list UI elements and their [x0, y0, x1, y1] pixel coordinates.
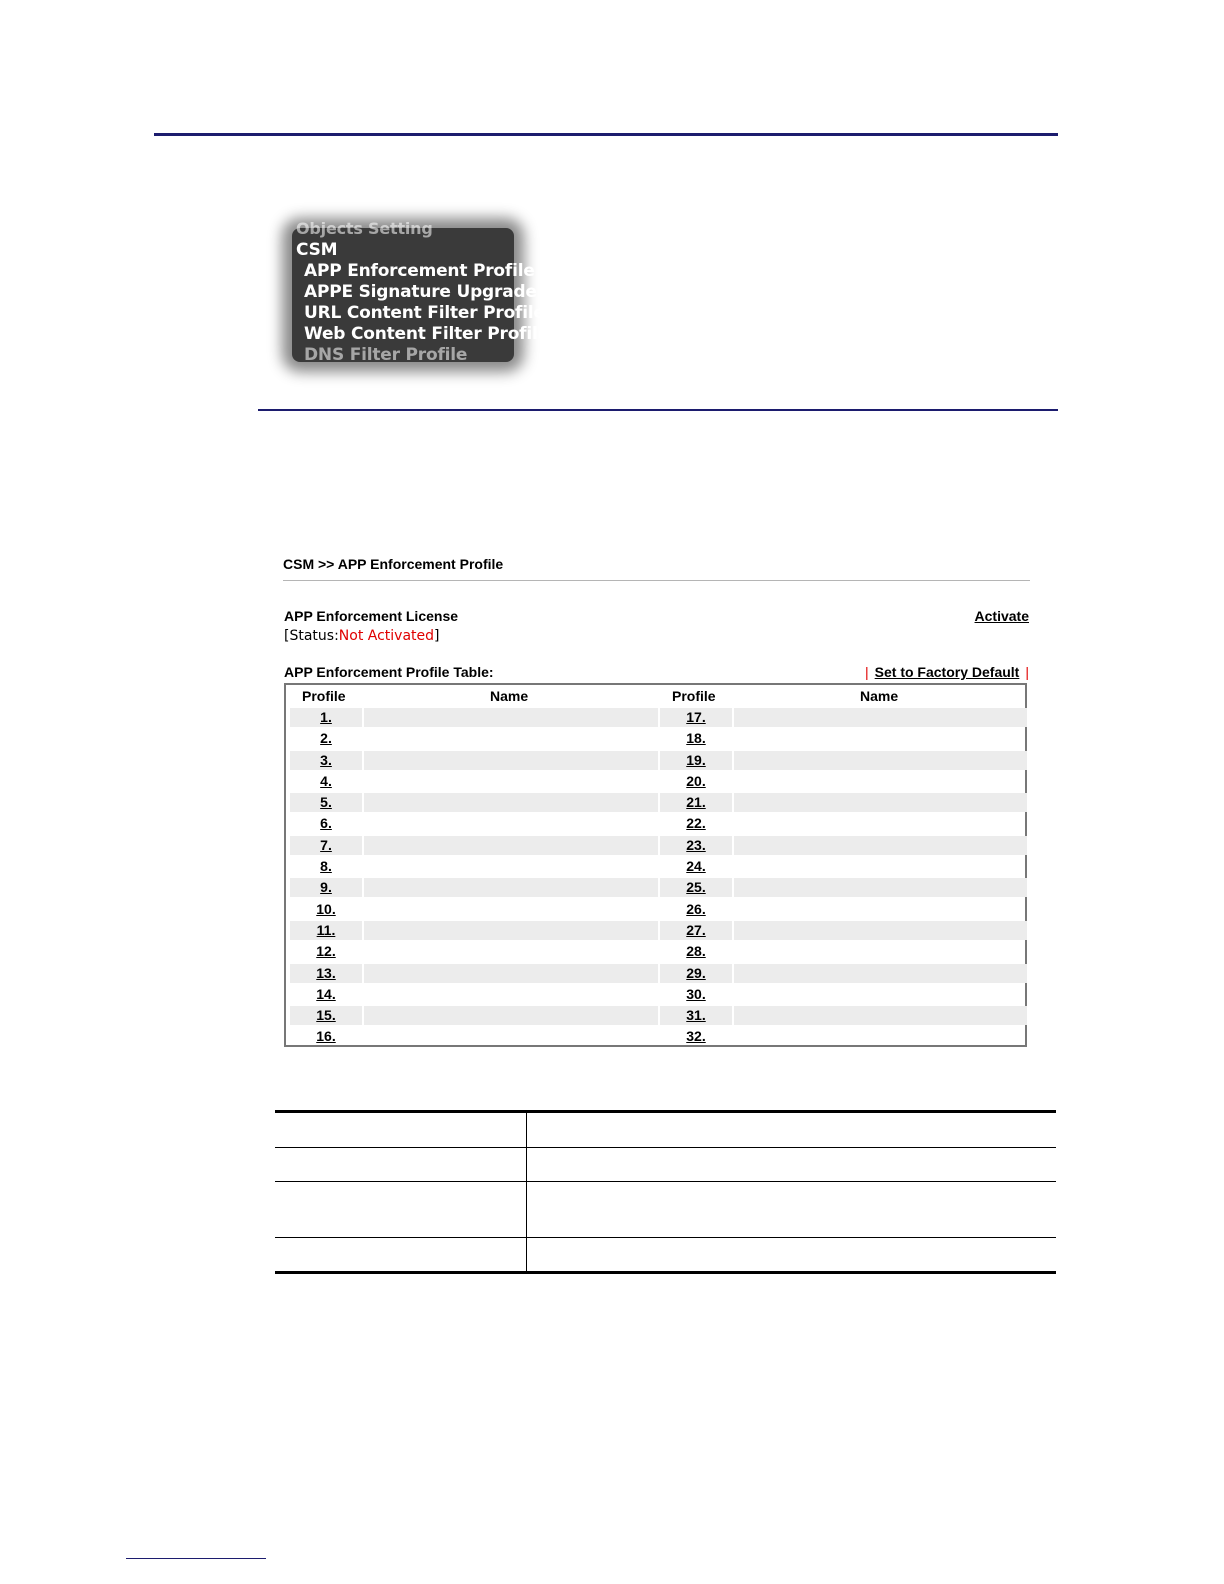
header-name-right: Name [860, 688, 899, 704]
csm-menu-snapshot [284, 218, 549, 370]
profile-link[interactable]: 9. [290, 878, 362, 897]
table-row [290, 857, 1027, 878]
profile-name-cell [734, 985, 1027, 1004]
profile-link[interactable]: 27. [660, 921, 732, 940]
table-header [286, 688, 1025, 708]
table-row [290, 772, 1027, 793]
license-status [284, 628, 440, 644]
profile-link[interactable]: 2. [320, 730, 332, 747]
profile-link[interactable]: 4. [320, 772, 332, 789]
profile-link[interactable]: 31. [660, 1006, 732, 1025]
profile-link[interactable]: 32. [686, 1028, 706, 1045]
profile-link[interactable]: 12. [316, 943, 336, 960]
profile-name-cell [734, 793, 1027, 812]
profile-link[interactable]: 21. [660, 793, 732, 812]
table-row [290, 985, 1027, 1006]
profile-link[interactable]: 6. [320, 815, 332, 832]
table-row [290, 921, 1027, 942]
profile-link[interactable]: 7. [290, 836, 362, 855]
menu-section-csm[interactable]: CSM [296, 240, 338, 260]
profile-link[interactable]: 11. [290, 921, 362, 940]
footer-rule [126, 1558, 266, 1559]
menu-item-url-content-filter-profile[interactable]: URL Content Filter Profile [304, 303, 545, 323]
profile-name-cell [364, 772, 658, 791]
profile-name-cell [734, 1027, 1027, 1046]
profile-name-cell [734, 1006, 1027, 1025]
profile-link[interactable]: 23. [660, 836, 732, 855]
profile-link[interactable]: 29. [660, 964, 732, 983]
factory-default-bar [859, 664, 1029, 680]
header-name-left: Name [490, 688, 529, 704]
table-row [290, 1006, 1027, 1027]
profile-name-cell [734, 708, 1027, 727]
profile-name-cell [734, 964, 1027, 983]
profile-table [284, 683, 1027, 1047]
table-row [290, 942, 1027, 963]
table-row-rule [275, 1181, 1056, 1182]
profile-link[interactable]: 30. [686, 985, 706, 1002]
license-title: APP Enforcement License [284, 608, 459, 624]
table-top-rule [275, 1110, 1056, 1113]
activate-link[interactable]: Activate [974, 608, 1029, 624]
profile-name-cell [364, 900, 658, 919]
table-column-divider [526, 1110, 527, 1274]
profile-name-cell [364, 942, 658, 961]
profile-name-cell [364, 793, 658, 812]
profile-name-cell [734, 921, 1027, 940]
profile-link[interactable]: 18. [686, 730, 706, 747]
license-status-value: Not Activated [338, 628, 435, 644]
profile-link[interactable]: 8. [320, 858, 332, 875]
profile-name-cell [364, 836, 658, 855]
menu-item-app-enforcement-profile[interactable]: APP Enforcement Profile [304, 261, 535, 281]
profile-name-cell [734, 836, 1027, 855]
table-row [290, 836, 1027, 857]
menu-item-dns-filter-profile[interactable]: DNS Filter Profile [304, 345, 468, 365]
profile-link[interactable]: 15. [290, 1006, 362, 1025]
profile-link[interactable]: 19. [660, 751, 732, 770]
profile-name-cell [734, 857, 1027, 876]
profile-link[interactable]: 20. [686, 772, 706, 789]
description-table [275, 1110, 1056, 1274]
profile-name-cell [734, 900, 1027, 919]
table-row [290, 1027, 1027, 1048]
profile-name-cell [734, 878, 1027, 897]
set-to-factory-default-link[interactable]: Set to Factory Default [874, 664, 1020, 680]
table-row-rule [275, 1147, 1056, 1148]
license-status-suffix: ] [434, 628, 440, 644]
profile-name-cell [734, 814, 1027, 833]
profile-name-cell [734, 772, 1027, 791]
table-body [290, 708, 1027, 1049]
license-status-prefix: [Status: [284, 628, 339, 644]
profile-name-cell [734, 942, 1027, 961]
table-row [290, 708, 1027, 729]
profile-link[interactable]: 17. [660, 708, 732, 727]
profile-name-cell [364, 964, 658, 983]
profile-name-cell [364, 985, 658, 1004]
profile-name-cell [734, 729, 1027, 748]
header-profile-left: Profile [302, 688, 346, 704]
table-row-rule [275, 1237, 1056, 1238]
profile-link[interactable]: 25. [660, 878, 732, 897]
profile-link[interactable]: 22. [686, 815, 706, 832]
profile-name-cell [364, 1027, 658, 1046]
profile-link[interactable]: 1. [290, 708, 362, 727]
table-row [290, 964, 1027, 985]
profile-link[interactable]: 16. [316, 1028, 336, 1045]
profile-link[interactable]: 5. [290, 793, 362, 812]
profile-link[interactable]: 13. [290, 964, 362, 983]
table-bottom-rule [275, 1271, 1056, 1274]
breadcrumb-divider [283, 580, 1030, 581]
profile-table-title: APP Enforcement Profile Table: [284, 664, 494, 680]
separator: | [865, 664, 869, 680]
profile-link[interactable]: 10. [316, 900, 336, 917]
table-row [290, 751, 1027, 772]
table-row [290, 900, 1027, 921]
profile-name-cell [364, 857, 658, 876]
profile-name-cell [364, 708, 658, 727]
header-rule [154, 133, 1058, 136]
profile-name-cell [734, 751, 1027, 770]
profile-link[interactable]: 14. [316, 985, 336, 1002]
profile-link[interactable]: 3. [290, 751, 362, 770]
profile-name-cell [364, 878, 658, 897]
breadcrumb: CSM >> APP Enforcement Profile [283, 556, 504, 572]
table-row [290, 878, 1027, 899]
menu-item-appe-signature-upgrade[interactable]: APPE Signature Upgrade [304, 282, 537, 302]
table-row [290, 729, 1027, 750]
profile-name-cell [364, 751, 658, 770]
menu-parent-partial: Objects Setting [296, 219, 433, 238]
profile-name-cell [364, 921, 658, 940]
menu-item-web-content-filter-profile[interactable]: Web Content Filter Profile [304, 324, 549, 344]
section-rule [258, 409, 1058, 411]
header-profile-right: Profile [672, 688, 716, 704]
profile-name-cell [364, 1006, 658, 1025]
profile-name-cell [364, 814, 658, 833]
table-row [290, 793, 1027, 814]
profile-link[interactable]: 24. [686, 858, 706, 875]
table-row [290, 814, 1027, 835]
profile-link[interactable]: 26. [686, 900, 706, 917]
separator: | [1025, 664, 1029, 680]
profile-link[interactable]: 28. [686, 943, 706, 960]
profile-name-cell [364, 729, 658, 748]
